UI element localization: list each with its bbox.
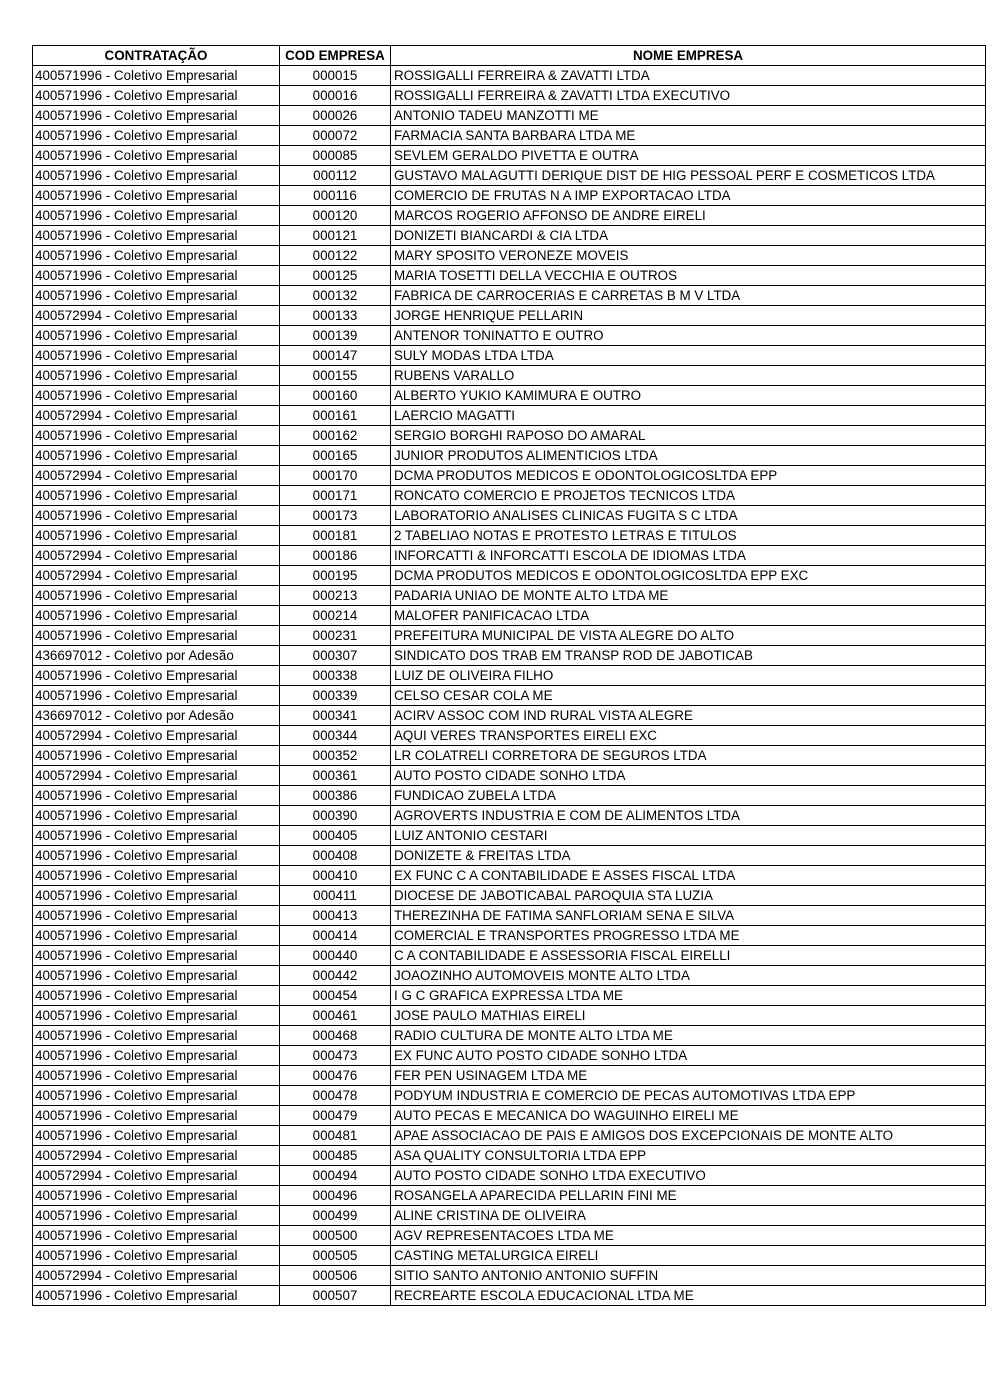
table-row — [33, 306, 986, 326]
cell-cod-empresa: 000411 — [280, 886, 391, 906]
cell-cod-empresa: 000405 — [280, 826, 391, 846]
cell-nome-empresa: DIOCESE DE JABOTICABAL PAROQUIA STA LUZIA — [391, 886, 986, 906]
cell-nome-empresa: 2 TABELIAO NOTAS E PROTESTO LETRAS E TITULOS — [391, 526, 986, 546]
cell-contratacao: 400571996 - Coletivo Empresarial — [33, 1046, 280, 1066]
cell-contratacao: 400571996 - Coletivo Empresarial — [33, 846, 280, 866]
cell-nome-empresa: ASA QUALITY CONSULTORIA LTDA EPP — [391, 1146, 986, 1166]
header-nome-empresa: NOME EMPRESA — [391, 46, 986, 66]
cell-nome-empresa: FARMACIA SANTA BARBARA LTDA ME — [391, 126, 986, 146]
cell-cod-empresa: 000214 — [280, 606, 391, 626]
table-row — [33, 426, 986, 446]
cell-nome-empresa: RECREARTE ESCOLA EDUCACIONAL LTDA ME — [391, 1286, 986, 1306]
cell-cod-empresa: 000414 — [280, 926, 391, 946]
cell-cod-empresa: 000026 — [280, 106, 391, 126]
table-row — [33, 386, 986, 406]
table-body — [33, 66, 986, 1306]
cell-contratacao: 400571996 - Coletivo Empresarial — [33, 946, 280, 966]
cell-cod-empresa: 000390 — [280, 806, 391, 826]
cell-nome-empresa: ACIRV ASSOC COM IND RURAL VISTA ALEGRE — [391, 706, 986, 726]
table-row — [33, 786, 986, 806]
cell-cod-empresa: 000454 — [280, 986, 391, 1006]
cell-nome-empresa: SULY MODAS LTDA LTDA — [391, 346, 986, 366]
table-row — [33, 446, 986, 466]
cell-cod-empresa: 000162 — [280, 426, 391, 446]
cell-nome-empresa: AUTO POSTO CIDADE SONHO LTDA EXECUTIVO — [391, 1166, 986, 1186]
cell-nome-empresa: RONCATO COMERCIO E PROJETOS TECNICOS LTDA — [391, 486, 986, 506]
cell-cod-empresa: 000479 — [280, 1106, 391, 1126]
cell-nome-empresa: APAE ASSOCIACAO DE PAIS E AMIGOS DOS EXCEPCIONAIS DE MONTE ALTO — [391, 1126, 986, 1146]
cell-cod-empresa: 000116 — [280, 186, 391, 206]
table-row — [33, 466, 986, 486]
cell-cod-empresa: 000015 — [280, 66, 391, 86]
cell-cod-empresa: 000121 — [280, 226, 391, 246]
table-row — [33, 606, 986, 626]
cell-contratacao: 400571996 - Coletivo Empresarial — [33, 686, 280, 706]
table-row — [33, 1226, 986, 1246]
cell-cod-empresa: 000442 — [280, 966, 391, 986]
cell-contratacao: 400571996 - Coletivo Empresarial — [33, 746, 280, 766]
table-row — [33, 866, 986, 886]
table-row — [33, 546, 986, 566]
cell-cod-empresa: 000173 — [280, 506, 391, 526]
table-row — [33, 846, 986, 866]
cell-cod-empresa: 000473 — [280, 1046, 391, 1066]
table-row — [33, 646, 986, 666]
cell-cod-empresa: 000499 — [280, 1206, 391, 1226]
cell-cod-empresa: 000478 — [280, 1086, 391, 1106]
cell-nome-empresa: MARY SPOSITO VERONEZE MOVEIS — [391, 246, 986, 266]
table-row — [33, 66, 986, 86]
cell-contratacao: 400571996 - Coletivo Empresarial — [33, 166, 280, 186]
table-row — [33, 906, 986, 926]
cell-contratacao: 400571996 - Coletivo Empresarial — [33, 826, 280, 846]
cell-cod-empresa: 000165 — [280, 446, 391, 466]
cell-nome-empresa: SINDICATO DOS TRAB EM TRANSP ROD DE JABOTICAB — [391, 646, 986, 666]
cell-contratacao: 400572994 - Coletivo Empresarial — [33, 566, 280, 586]
cell-nome-empresa: DONIZETE & FREITAS LTDA — [391, 846, 986, 866]
cell-cod-empresa: 000016 — [280, 86, 391, 106]
cell-cod-empresa: 000410 — [280, 866, 391, 886]
table-row — [33, 1146, 986, 1166]
table-row — [33, 1046, 986, 1066]
cell-cod-empresa: 000339 — [280, 686, 391, 706]
cell-contratacao: 400571996 - Coletivo Empresarial — [33, 126, 280, 146]
cell-nome-empresa: ANTENOR TONINATTO E OUTRO — [391, 326, 986, 346]
cell-cod-empresa: 000085 — [280, 146, 391, 166]
cell-contratacao: 400571996 - Coletivo Empresarial — [33, 346, 280, 366]
cell-contratacao: 400571996 - Coletivo Empresarial — [33, 886, 280, 906]
cell-cod-empresa: 000386 — [280, 786, 391, 806]
table-row — [33, 86, 986, 106]
cell-cod-empresa: 000408 — [280, 846, 391, 866]
cell-nome-empresa: AUTO PECAS E MECANICA DO WAGUINHO EIRELI ME — [391, 1106, 986, 1126]
cell-nome-empresa: JOSE PAULO MATHIAS EIRELI — [391, 1006, 986, 1026]
cell-cod-empresa: 000125 — [280, 266, 391, 286]
cell-contratacao: 400572994 - Coletivo Empresarial — [33, 1266, 280, 1286]
table-row — [33, 566, 986, 586]
cell-cod-empresa: 000139 — [280, 326, 391, 346]
cell-contratacao: 436697012 - Coletivo por Adesão — [33, 706, 280, 726]
cell-contratacao: 400572994 - Coletivo Empresarial — [33, 306, 280, 326]
cell-cod-empresa: 000494 — [280, 1166, 391, 1186]
table-row — [33, 586, 986, 606]
cell-cod-empresa: 000122 — [280, 246, 391, 266]
cell-contratacao: 400571996 - Coletivo Empresarial — [33, 1066, 280, 1086]
cell-nome-empresa: LUIZ ANTONIO CESTARI — [391, 826, 986, 846]
header-cod-empresa: COD EMPRESA — [280, 46, 391, 66]
table-row — [33, 946, 986, 966]
cell-nome-empresa: AQUI VERES TRANSPORTES EIRELI EXC — [391, 726, 986, 746]
cell-cod-empresa: 000481 — [280, 1126, 391, 1146]
cell-cod-empresa: 000171 — [280, 486, 391, 506]
cell-contratacao: 400571996 - Coletivo Empresarial — [33, 1126, 280, 1146]
cell-contratacao: 400571996 - Coletivo Empresarial — [33, 1226, 280, 1246]
table-row — [33, 986, 986, 1006]
cell-nome-empresa: ALBERTO YUKIO KAMIMURA E OUTRO — [391, 386, 986, 406]
table-row — [33, 766, 986, 786]
table-row — [33, 106, 986, 126]
table-row — [33, 186, 986, 206]
cell-contratacao: 400571996 - Coletivo Empresarial — [33, 866, 280, 886]
cell-nome-empresa: PODYUM INDUSTRIA E COMERCIO DE PECAS AUTOMOTIVAS LTDA EPP — [391, 1086, 986, 1106]
cell-contratacao: 400571996 - Coletivo Empresarial — [33, 86, 280, 106]
cell-contratacao: 400571996 - Coletivo Empresarial — [33, 286, 280, 306]
table-row — [33, 366, 986, 386]
cell-contratacao: 400572994 - Coletivo Empresarial — [33, 406, 280, 426]
cell-contratacao: 400571996 - Coletivo Empresarial — [33, 446, 280, 466]
cell-nome-empresa: JORGE HENRIQUE PELLARIN — [391, 306, 986, 326]
cell-nome-empresa: RADIO CULTURA DE MONTE ALTO LTDA ME — [391, 1026, 986, 1046]
cell-contratacao: 400571996 - Coletivo Empresarial — [33, 806, 280, 826]
cell-contratacao: 400571996 - Coletivo Empresarial — [33, 206, 280, 226]
cell-contratacao: 400572994 - Coletivo Empresarial — [33, 466, 280, 486]
cell-contratacao: 400571996 - Coletivo Empresarial — [33, 266, 280, 286]
cell-cod-empresa: 000485 — [280, 1146, 391, 1166]
cell-contratacao: 400571996 - Coletivo Empresarial — [33, 186, 280, 206]
cell-cod-empresa: 000341 — [280, 706, 391, 726]
cell-contratacao: 400571996 - Coletivo Empresarial — [33, 926, 280, 946]
cell-nome-empresa: C A CONTABILIDADE E ASSESSORIA FISCAL EIRELLI — [391, 946, 986, 966]
table-row — [33, 1246, 986, 1266]
cell-nome-empresa: EX FUNC AUTO POSTO CIDADE SONHO LTDA — [391, 1046, 986, 1066]
cell-nome-empresa: RUBENS VARALLO — [391, 366, 986, 386]
cell-cod-empresa: 000307 — [280, 646, 391, 666]
cell-nome-empresa: THEREZINHA DE FATIMA SANFLORIAM SENA E SILVA — [391, 906, 986, 926]
table-row — [33, 506, 986, 526]
table-row — [33, 1266, 986, 1286]
table-row — [33, 1126, 986, 1146]
cell-contratacao: 436697012 - Coletivo por Adesão — [33, 646, 280, 666]
cell-nome-empresa: CASTING METALURGICA EIRELI — [391, 1246, 986, 1266]
cell-nome-empresa: AGV REPRESENTACOES LTDA ME — [391, 1226, 986, 1246]
cell-cod-empresa: 000155 — [280, 366, 391, 386]
table-row — [33, 166, 986, 186]
cell-contratacao: 400572994 - Coletivo Empresarial — [33, 546, 280, 566]
cell-nome-empresa: GUSTAVO MALAGUTTI DERIQUE DIST DE HIG PESSOAL PERF E COSMETICOS LTDA — [391, 166, 986, 186]
cell-contratacao: 400571996 - Coletivo Empresarial — [33, 66, 280, 86]
cell-contratacao: 400571996 - Coletivo Empresarial — [33, 1106, 280, 1126]
cell-cod-empresa: 000344 — [280, 726, 391, 746]
table-row — [33, 266, 986, 286]
cell-contratacao: 400572994 - Coletivo Empresarial — [33, 766, 280, 786]
cell-nome-empresa: PREFEITURA MUNICIPAL DE VISTA ALEGRE DO ALTO — [391, 626, 986, 646]
table-row — [33, 226, 986, 246]
cell-nome-empresa: COMERCIAL E TRANSPORTES PROGRESSO LTDA ME — [391, 926, 986, 946]
table-row — [33, 926, 986, 946]
cell-contratacao: 400571996 - Coletivo Empresarial — [33, 366, 280, 386]
table-row — [33, 966, 986, 986]
companies-table — [32, 45, 986, 1306]
cell-cod-empresa: 000072 — [280, 126, 391, 146]
cell-cod-empresa: 000506 — [280, 1266, 391, 1286]
cell-nome-empresa: COMERCIO DE FRUTAS N A IMP EXPORTACAO LTDA — [391, 186, 986, 206]
cell-contratacao: 400571996 - Coletivo Empresarial — [33, 906, 280, 926]
cell-contratacao: 400571996 - Coletivo Empresarial — [33, 986, 280, 1006]
table-row — [33, 1206, 986, 1226]
cell-contratacao: 400571996 - Coletivo Empresarial — [33, 326, 280, 346]
cell-contratacao: 400571996 - Coletivo Empresarial — [33, 1286, 280, 1306]
cell-nome-empresa: DONIZETI BIANCARDI & CIA LTDA — [391, 226, 986, 246]
cell-contratacao: 400571996 - Coletivo Empresarial — [33, 226, 280, 246]
table-row — [33, 686, 986, 706]
table-row — [33, 326, 986, 346]
cell-contratacao: 400571996 - Coletivo Empresarial — [33, 1026, 280, 1046]
cell-nome-empresa: ROSANGELA APARECIDA PELLARIN FINI ME — [391, 1186, 986, 1206]
cell-nome-empresa: DCMA PRODUTOS MEDICOS E ODONTOLOGICOSLTDA EPP — [391, 466, 986, 486]
cell-contratacao: 400571996 - Coletivo Empresarial — [33, 246, 280, 266]
table-row — [33, 126, 986, 146]
header-contratacao: CONTRATAÇÃO — [33, 46, 280, 66]
table-row — [33, 1186, 986, 1206]
cell-nome-empresa: DCMA PRODUTOS MEDICOS E ODONTOLOGICOSLTDA EPP EXC — [391, 566, 986, 586]
table-row — [33, 146, 986, 166]
cell-nome-empresa: INFORCATTI & INFORCATTI ESCOLA DE IDIOMAS LTDA — [391, 546, 986, 566]
cell-nome-empresa: SERGIO BORGHI RAPOSO DO AMARAL — [391, 426, 986, 446]
cell-nome-empresa: AUTO POSTO CIDADE SONHO LTDA — [391, 766, 986, 786]
table-row — [33, 1166, 986, 1186]
cell-contratacao: 400571996 - Coletivo Empresarial — [33, 786, 280, 806]
cell-contratacao: 400571996 - Coletivo Empresarial — [33, 106, 280, 126]
table-row — [33, 1286, 986, 1306]
table-row — [33, 886, 986, 906]
cell-cod-empresa: 000120 — [280, 206, 391, 226]
cell-nome-empresa: I G C GRAFICA EXPRESSA LTDA ME — [391, 986, 986, 1006]
cell-cod-empresa: 000338 — [280, 666, 391, 686]
table-row — [33, 1066, 986, 1086]
cell-cod-empresa: 000468 — [280, 1026, 391, 1046]
cell-nome-empresa: PADARIA UNIAO DE MONTE ALTO LTDA ME — [391, 586, 986, 606]
table-row — [33, 1106, 986, 1126]
cell-contratacao: 400571996 - Coletivo Empresarial — [33, 606, 280, 626]
cell-nome-empresa: LUIZ DE OLIVEIRA FILHO — [391, 666, 986, 686]
cell-cod-empresa: 000213 — [280, 586, 391, 606]
cell-cod-empresa: 000440 — [280, 946, 391, 966]
cell-nome-empresa: ALINE CRISTINA DE OLIVEIRA — [391, 1206, 986, 1226]
cell-nome-empresa: LAERCIO MAGATTI — [391, 406, 986, 426]
cell-cod-empresa: 000505 — [280, 1246, 391, 1266]
cell-cod-empresa: 000133 — [280, 306, 391, 326]
cell-contratacao: 400571996 - Coletivo Empresarial — [33, 506, 280, 526]
table-row — [33, 406, 986, 426]
cell-nome-empresa: ROSSIGALLI FERREIRA & ZAVATTI LTDA EXECUTIVO — [391, 86, 986, 106]
cell-cod-empresa: 000500 — [280, 1226, 391, 1246]
cell-contratacao: 400572994 - Coletivo Empresarial — [33, 1146, 280, 1166]
cell-contratacao: 400571996 - Coletivo Empresarial — [33, 426, 280, 446]
cell-contratacao: 400571996 - Coletivo Empresarial — [33, 1186, 280, 1206]
cell-nome-empresa: AGROVERTS INDUSTRIA E COM DE ALIMENTOS LTDA — [391, 806, 986, 826]
cell-cod-empresa: 000195 — [280, 566, 391, 586]
cell-nome-empresa: JUNIOR PRODUTOS ALIMENTICIOS LTDA — [391, 446, 986, 466]
table-row — [33, 666, 986, 686]
table-row — [33, 726, 986, 746]
cell-contratacao: 400571996 - Coletivo Empresarial — [33, 1206, 280, 1226]
cell-nome-empresa: LABORATORIO ANALISES CLINICAS FUGITA S C LTDA — [391, 506, 986, 526]
cell-nome-empresa: SEVLEM GERALDO PIVETTA E OUTRA — [391, 146, 986, 166]
cell-contratacao: 400571996 - Coletivo Empresarial — [33, 626, 280, 646]
cell-nome-empresa: EX FUNC C A CONTABILIDADE E ASSES FISCAL LTDA — [391, 866, 986, 886]
cell-nome-empresa: JOAOZINHO AUTOMOVEIS MONTE ALTO LTDA — [391, 966, 986, 986]
cell-contratacao: 400571996 - Coletivo Empresarial — [33, 966, 280, 986]
cell-contratacao: 400571996 - Coletivo Empresarial — [33, 526, 280, 546]
table-row — [33, 286, 986, 306]
cell-cod-empresa: 000352 — [280, 746, 391, 766]
cell-cod-empresa: 000461 — [280, 1006, 391, 1026]
table-row — [33, 746, 986, 766]
cell-nome-empresa: MALOFER PANIFICACAO LTDA — [391, 606, 986, 626]
cell-cod-empresa: 000170 — [280, 466, 391, 486]
table-header-row — [33, 46, 986, 66]
table-row — [33, 246, 986, 266]
cell-nome-empresa: FUNDICAO ZUBELA LTDA — [391, 786, 986, 806]
cell-contratacao: 400572994 - Coletivo Empresarial — [33, 726, 280, 746]
table-row — [33, 206, 986, 226]
cell-nome-empresa: ROSSIGALLI FERREIRA & ZAVATTI LTDA — [391, 66, 986, 86]
cell-cod-empresa: 000507 — [280, 1286, 391, 1306]
cell-cod-empresa: 000160 — [280, 386, 391, 406]
cell-cod-empresa: 000181 — [280, 526, 391, 546]
table-row — [33, 826, 986, 846]
cell-contratacao: 400571996 - Coletivo Empresarial — [33, 1006, 280, 1026]
cell-contratacao: 400571996 - Coletivo Empresarial — [33, 1246, 280, 1266]
cell-cod-empresa: 000476 — [280, 1066, 391, 1086]
cell-contratacao: 400571996 - Coletivo Empresarial — [33, 586, 280, 606]
cell-nome-empresa: FABRICA DE CARROCERIAS E CARRETAS B M V LTDA — [391, 286, 986, 306]
cell-nome-empresa: LR COLATRELI CORRETORA DE SEGUROS LTDA — [391, 746, 986, 766]
cell-contratacao: 400571996 - Coletivo Empresarial — [33, 386, 280, 406]
cell-cod-empresa: 000361 — [280, 766, 391, 786]
table-row — [33, 806, 986, 826]
cell-contratacao: 400571996 - Coletivo Empresarial — [33, 146, 280, 166]
table-row — [33, 1086, 986, 1106]
cell-nome-empresa: FER PEN USINAGEM LTDA ME — [391, 1066, 986, 1086]
cell-cod-empresa: 000413 — [280, 906, 391, 926]
table-row — [33, 1006, 986, 1026]
table-row — [33, 526, 986, 546]
cell-contratacao: 400571996 - Coletivo Empresarial — [33, 666, 280, 686]
table-row — [33, 486, 986, 506]
cell-contratacao: 400571996 - Coletivo Empresarial — [33, 1086, 280, 1106]
cell-cod-empresa: 000112 — [280, 166, 391, 186]
cell-cod-empresa: 000231 — [280, 626, 391, 646]
cell-cod-empresa: 000132 — [280, 286, 391, 306]
cell-cod-empresa: 000186 — [280, 546, 391, 566]
cell-contratacao: 400571996 - Coletivo Empresarial — [33, 486, 280, 506]
table-row — [33, 706, 986, 726]
cell-contratacao: 400572994 - Coletivo Empresarial — [33, 1166, 280, 1186]
table-row — [33, 1026, 986, 1046]
table-row — [33, 626, 986, 646]
cell-cod-empresa: 000147 — [280, 346, 391, 366]
cell-nome-empresa: CELSO CESAR COLA ME — [391, 686, 986, 706]
cell-nome-empresa: MARIA TOSETTI DELLA VECCHIA E OUTROS — [391, 266, 986, 286]
cell-nome-empresa: SITIO SANTO ANTONIO ANTONIO SUFFIN — [391, 1266, 986, 1286]
cell-cod-empresa: 000496 — [280, 1186, 391, 1206]
cell-nome-empresa: ANTONIO TADEU MANZOTTI ME — [391, 106, 986, 126]
cell-cod-empresa: 000161 — [280, 406, 391, 426]
table-row — [33, 346, 986, 366]
cell-nome-empresa: MARCOS ROGERIO AFFONSO DE ANDRE EIRELI — [391, 206, 986, 226]
